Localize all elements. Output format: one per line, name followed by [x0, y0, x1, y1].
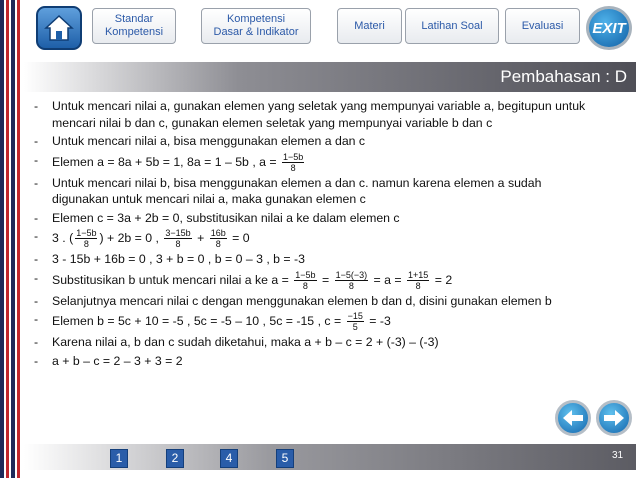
- nav-standar-kompetensi[interactable]: Standar Kompetensi: [92, 8, 176, 44]
- page-button-1[interactable]: 1: [110, 449, 128, 468]
- fraction: $\frac{1-5b}{8}$: [295, 269, 316, 291]
- list-item: - Substitusikan b untuk mencari nilai a ke a = $\frac{1-5b}{8}$ = $\frac{1-5(-3)}{8}$ = a = $\frac{1+15}{8}$ = 2: [34, 269, 453, 291]
- list-item: - a + b – c = 2 – 3 + 3 = 2: [34, 353, 183, 368]
- home-button[interactable]: [36, 6, 82, 50]
- fraction: $\frac{1+15}{8}$: [408, 269, 429, 291]
- left-stripe-navy: [0, 0, 4, 478]
- list-item: - Untuk mencari nilai b, bisa menggunakan elemen a dan c. namun karena elemen a sudah digunakan untuk mencari nilai a, maka gunakan elemen c: [34, 175, 542, 206]
- final-answer: a + b – c = 2 – 3 + 3 = 2: [52, 353, 183, 368]
- list-item: - Elemen a = 8a + 5b = 1, 8a = 1 – 5b , a = $\frac{1-5b}{8}$: [34, 151, 304, 173]
- solution-content: [30, 98, 590, 371]
- page-button-2[interactable]: 2: [166, 449, 184, 468]
- left-stripe-red-2: [17, 0, 20, 478]
- list-item: - Untuk mencari nilai a, bisa menggunakan elemen a dan c: [34, 134, 366, 148]
- fraction: $\frac{1-5(-3)}{8}$: [335, 269, 368, 291]
- left-stripe-red: [6, 0, 9, 478]
- nav-latihan-soal[interactable]: Latihan Soal: [405, 8, 499, 44]
- next-slide-button[interactable]: [596, 400, 632, 436]
- fraction: $\frac{1-5b}{8}$: [283, 151, 304, 173]
- list-item: - 3 - 15b + 16b = 0 , 3 + b = 0 , b = 0 – 3 , b = -3: [34, 252, 305, 266]
- arrow-left-icon: [562, 409, 584, 427]
- fraction: $\frac{3-15b}{8}$: [165, 228, 191, 249]
- nav-evaluasi[interactable]: Evaluasi: [505, 8, 580, 44]
- page-button-4[interactable]: 4: [220, 449, 238, 468]
- page-button-5[interactable]: 5: [276, 449, 294, 468]
- exit-label: EXIT: [592, 19, 626, 37]
- nav-materi[interactable]: Materi: [337, 8, 402, 44]
- list-item: - 3 . ( $\frac{1-5b}{8}$ ) + 2b = 0 , $\frac{3-15b}{8}$ + $\frac{16b}{8}$ = 0: [34, 228, 250, 249]
- list-item: - Karena nilai a, b dan c sudah diketahui, maka a + b – c = 2 + (-3) – (-3): [34, 335, 439, 349]
- list-item: - Elemen c = 3a + 2b = 0, substitusikan nilai a ke dalam elemen c: [34, 210, 400, 225]
- left-stripe-navy-2: [11, 0, 15, 478]
- fraction: $\frac{1-5b}{8}$: [76, 228, 97, 249]
- fraction: $\frac{-15}{5}$: [347, 311, 363, 332]
- list-item: - Untuk mencari nilai a, gunakan elemen yang seletak yang mempunyai variable a, begitupun untuk mencari nilai b dan c, gunakan elemen seletak yang mempunyai variable b dan c: [34, 99, 586, 130]
- prev-slide-button[interactable]: [555, 400, 591, 436]
- nav-kompetensi-dasar[interactable]: Kompetensi Dasar & Indikator: [201, 8, 311, 44]
- home-icon: [44, 14, 74, 42]
- fraction: $\frac{16b}{8}$: [210, 228, 226, 249]
- list-item: - Selanjutnya mencari nilai c dengan menggunakan elemen b dan d, disini gunakan elemen b: [34, 293, 552, 308]
- exit-button[interactable]: [586, 6, 632, 50]
- title-bar: [24, 62, 636, 92]
- slide-number: 31: [612, 450, 624, 461]
- list-item: - Elemen b = 5c + 10 = -5 , 5c = -5 – 10 , 5c = -15 , c = $\frac{-15}{5}$ = -3: [34, 311, 391, 332]
- page-title: Pembahasan : D: [500, 67, 627, 86]
- arrow-right-icon: [603, 409, 625, 427]
